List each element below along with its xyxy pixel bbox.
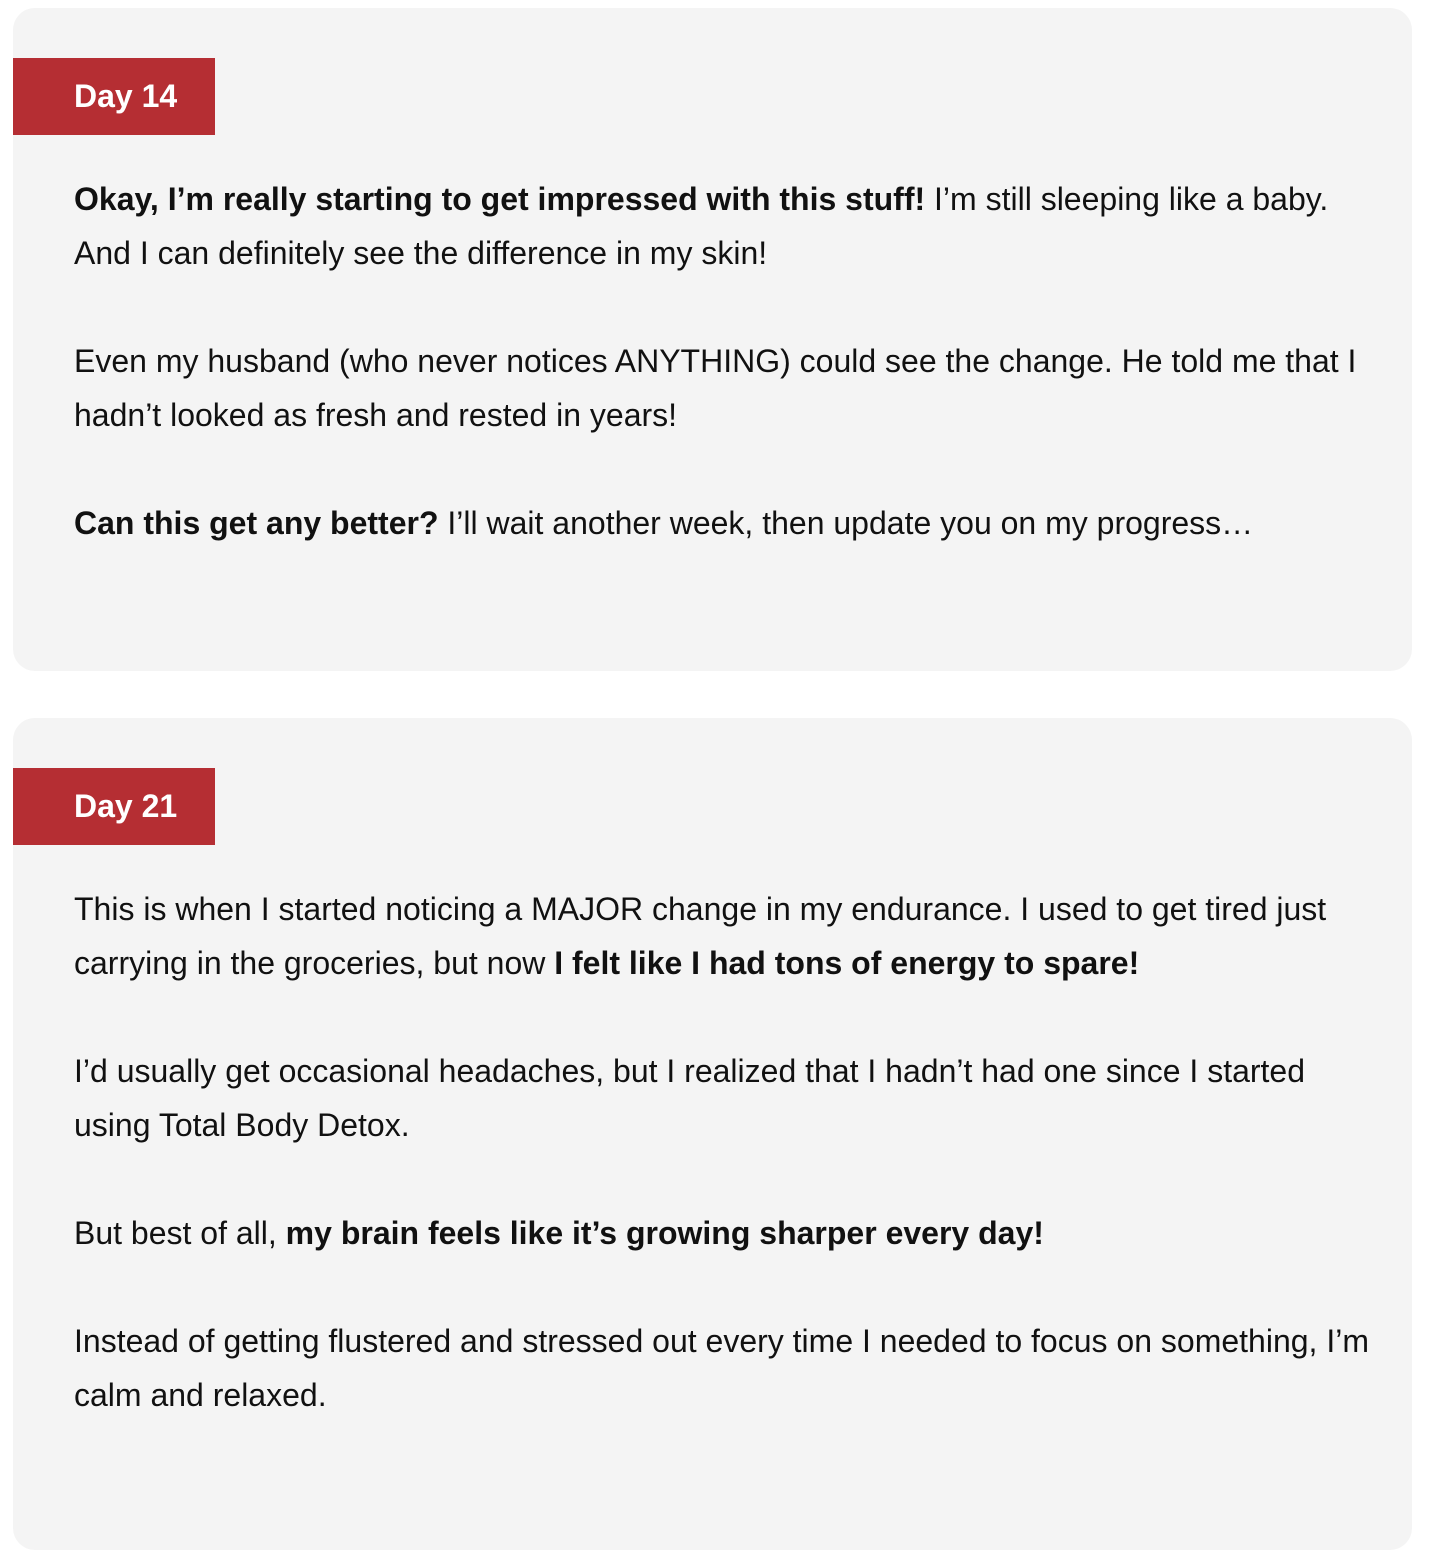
bold-text: my brain feels like it’s growing sharper every day! <box>285 1215 1044 1251</box>
entry-body <box>74 882 1374 1422</box>
bold-text: Okay, I’m really starting to get impressed with this stuff! <box>74 181 926 217</box>
diary-entry-day-14 <box>13 8 1412 671</box>
entry-paragraph <box>74 882 1374 990</box>
paragraph-text: Even my husband (who never notices ANYTHING) could see the change. He told me that I hadn’t looked as fresh and rested in years! <box>74 343 1357 433</box>
paragraph-text: I’m still sleeping like a baby. And I can definitely see the difference in my skin! <box>74 181 1329 271</box>
bold-text: I felt like I had tons of energy to spare! <box>554 945 1140 981</box>
entry-body <box>74 172 1374 550</box>
day-badge: Day 14 <box>13 58 215 135</box>
paragraph-text: This is when I started noticing a MAJOR change in my endurance. I used to get tired just carrying in the groceries, but now <box>74 891 1327 981</box>
paragraph-text: I’ll wait another week, then update you on my progress… <box>438 505 1254 541</box>
paragraph-text: I’d usually get occasional headaches, but I realized that I hadn’t had one since I started using Total Body Detox. <box>74 1053 1306 1143</box>
paragraph-text: Instead of getting flustered and stressed out every time I needed to focus on something, I’m calm and relaxed. <box>74 1323 1369 1413</box>
entry-paragraph <box>74 1044 1374 1152</box>
paragraph-text: But best of all, <box>74 1215 286 1251</box>
entry-paragraph <box>74 1314 1374 1422</box>
entry-paragraph <box>74 496 1374 550</box>
entry-paragraph <box>74 1206 1374 1260</box>
entry-paragraph <box>74 172 1374 280</box>
bold-text: Can this get any better? <box>74 505 439 541</box>
day-badge: Day 21 <box>13 768 215 845</box>
entry-paragraph <box>74 334 1374 442</box>
diary-entry-day-21 <box>13 718 1412 1550</box>
